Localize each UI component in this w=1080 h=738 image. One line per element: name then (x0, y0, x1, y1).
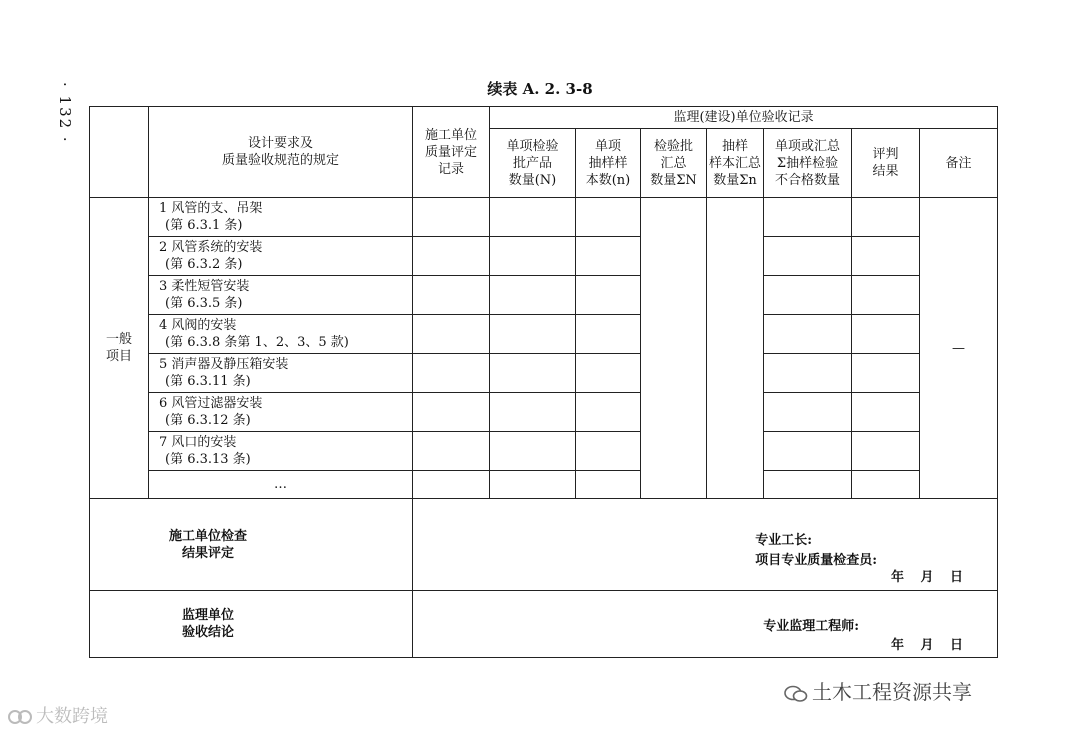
cell-result (852, 237, 920, 276)
header-design-requirements: 设计要求及 质量验收规范的规定 (149, 107, 413, 198)
cell-result (852, 393, 920, 432)
header-blank (90, 107, 149, 198)
item-row-5: 5 消声器及静压箱安装 (第 6.3.11 条) (149, 354, 413, 393)
cell-batch (490, 315, 576, 354)
header-col-remark: 备注 (920, 129, 998, 198)
item-row-4: 4 风阀的安装 (第 6.3.8 条第 1、2、3、5 款) (149, 315, 413, 354)
cell-record (413, 315, 490, 354)
cell-sample (576, 432, 641, 471)
acceptance-table (89, 106, 998, 658)
header-col-result: 评判 结果 (852, 129, 920, 198)
cell-batch (490, 354, 576, 393)
supervision-conclusion-label: 监理单位 验收结论 (90, 591, 413, 658)
cell-record (413, 237, 490, 276)
foreman-label: 专业工长: (755, 533, 813, 548)
cell-batch (490, 393, 576, 432)
cell-record (413, 393, 490, 432)
cell-fail (764, 315, 852, 354)
cell-sample (576, 237, 641, 276)
cell-sample (576, 471, 641, 499)
category-general-items: 一般 项目 (90, 198, 149, 499)
cell-fail (764, 432, 852, 471)
remark-dash: — (952, 340, 966, 356)
cell-fail (764, 237, 852, 276)
watermark-right: 土木工程资源共享 (784, 676, 972, 705)
inspector-label: 项目专业质量检查员: (755, 553, 878, 568)
watermark-left: 大数跨境 (8, 702, 108, 728)
header-col-batch-quantity: 单项检验 批产品 数量(N) (490, 129, 576, 198)
cell-sample (576, 315, 641, 354)
brand-logo-icon (8, 707, 32, 727)
item-row-ellipsis: … (149, 471, 413, 499)
cell-batch (490, 471, 576, 499)
supervision-conclusion-area (413, 591, 998, 658)
cell-record (413, 432, 490, 471)
item-row-1: 1 风管的支、吊架 (第 6.3.1 条) (149, 198, 413, 237)
cell-result (852, 198, 920, 237)
cell-sample (576, 276, 641, 315)
header-col-failures: 单项或汇总 Σ抽样检验 不合格数量 (764, 129, 852, 198)
cell-record (413, 198, 490, 237)
cell-result (852, 432, 920, 471)
header-col-sum-N: 检验批 汇总 数量ΣN (641, 129, 707, 198)
cell-record (413, 354, 490, 393)
cell-batch (490, 432, 576, 471)
cell-fail (764, 276, 852, 315)
construction-check-label: 施工单位检查 结果评定 (90, 499, 413, 591)
cell-sum-n-merged (707, 198, 764, 499)
table-title: 续表 A. 2. 3-8 (487, 80, 593, 98)
engineer-label: 专业监理工程师: (763, 619, 860, 634)
cell-result (852, 471, 920, 499)
construction-date: 年 月 日 (891, 570, 964, 585)
cell-fail (764, 354, 852, 393)
cell-record (413, 471, 490, 499)
cell-result (852, 354, 920, 393)
header-col-sum-n: 抽样 样本汇总 数量Σn (707, 129, 764, 198)
cell-sum-N-merged (641, 198, 707, 499)
header-col-sample-count: 单项 抽样样 本数(n) (576, 129, 641, 198)
cell-batch (490, 198, 576, 237)
header-construction-record: 施工单位 质量评定 记录 (413, 107, 490, 198)
cell-batch (490, 276, 576, 315)
construction-check-area (413, 499, 998, 591)
page-number: · 132 · (56, 82, 74, 144)
cell-sample (576, 393, 641, 432)
cell-result (852, 276, 920, 315)
cell-sample (576, 198, 641, 237)
item-row-2: 2 风管系统的安装 (第 6.3.2 条) (149, 237, 413, 276)
item-row-7: 7 风口的安装 (第 6.3.13 条) (149, 432, 413, 471)
item-row-6: 6 风管过滤器安装 (第 6.3.12 条) (149, 393, 413, 432)
cell-batch (490, 237, 576, 276)
header-supervision-group: 监理(建设)单位验收记录 (490, 107, 998, 129)
cell-result (852, 315, 920, 354)
supervision-date: 年 月 日 (891, 638, 964, 653)
item-row-3: 3 柔性短管安装 (第 6.3.5 条) (149, 276, 413, 315)
cell-fail (764, 393, 852, 432)
cell-fail (764, 198, 852, 237)
cell-sample (576, 354, 641, 393)
cell-fail (764, 471, 852, 499)
remark-merged (920, 198, 998, 499)
wechat-icon (784, 684, 808, 704)
cell-record (413, 276, 490, 315)
